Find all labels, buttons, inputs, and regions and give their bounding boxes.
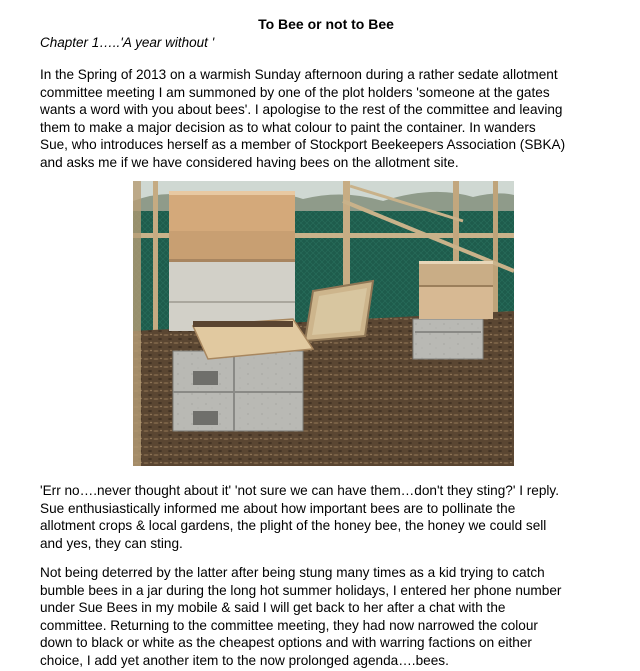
paragraph-line: Sue, who introduces herself as a member of Stockport Beekeepers Association (SBKA) xyxy=(40,137,566,153)
paragraph-line: and asks me if we have considered having bees on the allotment site. xyxy=(40,154,459,170)
chapter-heading: Chapter 1…..'A year without ' xyxy=(40,35,215,50)
paragraph-line: them to make a major decision as to what colour to paint the container. In wanders xyxy=(40,119,536,135)
paragraph-line: and yes, they can sting. xyxy=(40,535,183,551)
paragraph-line: wants a word with you about bees'. I apologise to the rest of the committee and leaving xyxy=(40,102,563,118)
paragraph-line: Sue enthusiastically informed me about how important bees are to pollinate the xyxy=(40,500,516,516)
paragraph-line: Not being deterred by the latter after being stung many times as a kid trying to catch xyxy=(40,565,545,580)
paragraph-line: down to black or white as the cheapest options and with warring factions on either xyxy=(40,635,532,651)
paragraph-line: In the Spring of 2013 on a warmish Sunday afternoon during a rather sedate allotment xyxy=(40,67,558,82)
paragraph-1 xyxy=(40,66,600,172)
paragraph-line: 'Err no….never thought about it' 'not sure we can have them…don't they sting?' I reply. xyxy=(40,483,559,498)
paragraph-3 xyxy=(40,564,600,670)
paragraph-line: under Sue Bees in my mobile & said I will get back to her after a chat with the xyxy=(40,600,506,616)
paragraph-line: committee. Returning to the committee meeting, they had now narrowed the colour xyxy=(40,617,538,633)
beehives-photo xyxy=(133,181,514,466)
paragraph-line: choice, I add yet another item to the now prolonged agenda….bees. xyxy=(40,652,449,668)
paragraph-2 xyxy=(40,482,600,552)
paragraph-line: bumble bees in a jar during the long hot summer holidays, I entered her phone number xyxy=(40,582,562,598)
paragraph-line: committee meeting I am summoned by one of the plot holders 'someone at the gates xyxy=(40,84,550,100)
document-title: To Bee or not to Bee xyxy=(258,16,394,32)
paragraph-line: allotment crops & local gardens, the plight of the honey bee, the honey we could sell xyxy=(40,518,547,534)
